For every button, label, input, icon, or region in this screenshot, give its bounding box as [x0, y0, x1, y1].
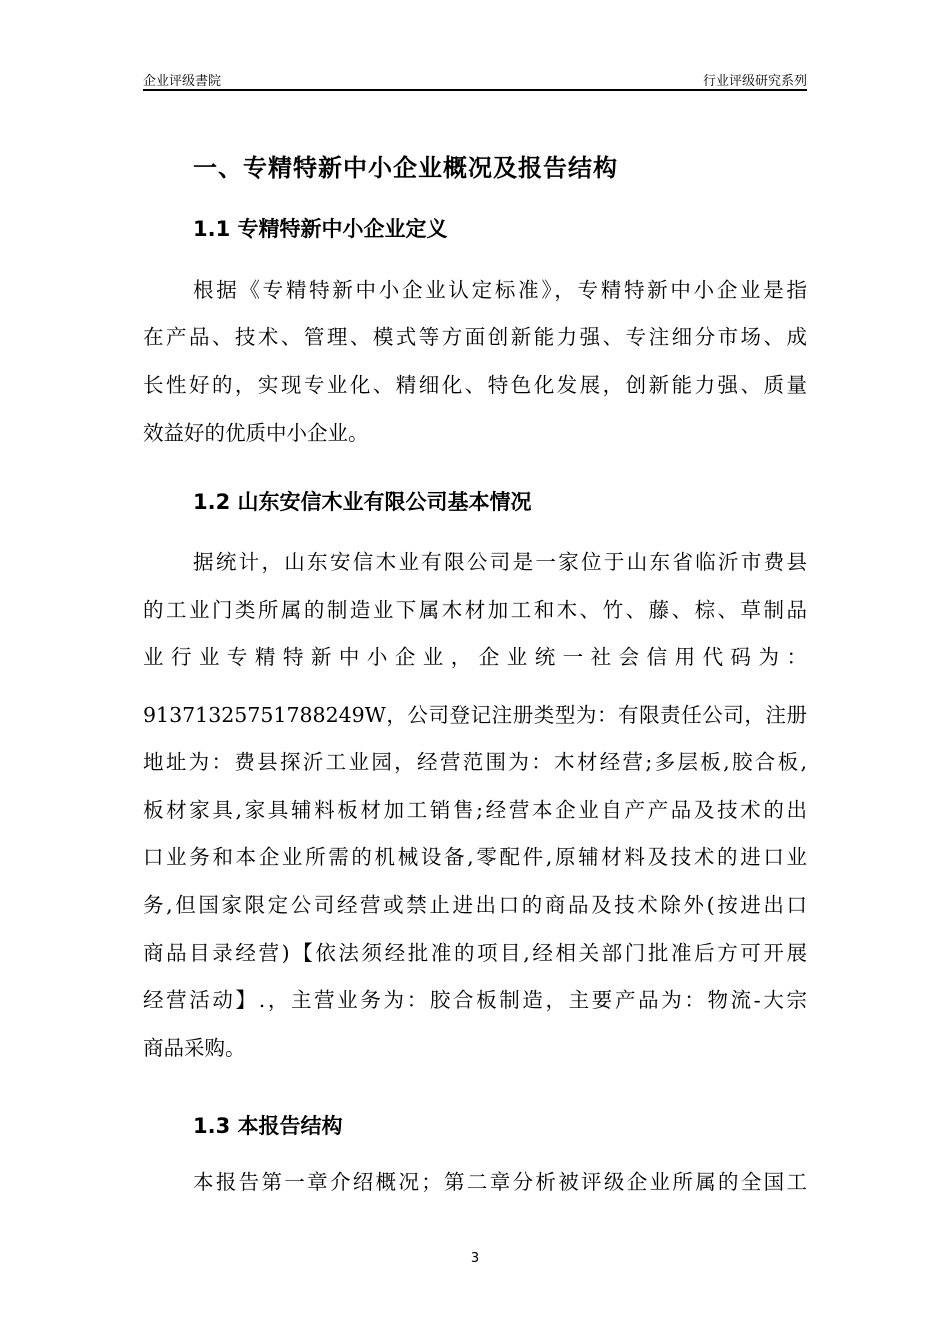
paragraph-line: 务,但国家限定公司经营或禁止进出口的商品及技术除外(按进出口: [143, 893, 807, 917]
paragraph-line: 效益好的优质中小企业。: [143, 421, 369, 445]
paragraph-line: 口业务和本企业所需的机械设备,零配件,原辅材料及技术的进口业: [143, 845, 807, 869]
paragraph-line: 本报告第一章介绍概况；第二章分析被评级企业所属的全国工: [193, 1170, 807, 1194]
page-number: 3: [470, 1251, 480, 1266]
section-title-1-2: 1.2 山东安信木业有限公司基本情况: [193, 490, 532, 514]
header-publisher: 企业评级書院: [143, 74, 222, 89]
paragraph-line: 板材家具,家具辅料板材加工销售;经营本企业自产产品及技术的出: [143, 798, 807, 822]
section-title-1-3: 1.3 本报告结构: [193, 1114, 343, 1138]
header-divider: [143, 89, 807, 91]
chapter-title: 一、专精特新中小企业概况及报告结构: [193, 154, 618, 182]
header-series: 行业评级研究系列: [702, 74, 807, 89]
paragraph-line: 商品采购。: [143, 1036, 246, 1060]
paragraph-line: 据统计，山东安信木业有限公司是一家位于山东省临沂市费县: [193, 550, 807, 574]
page-header: [143, 68, 807, 90]
paragraph-line: 业行业专精特新中小企业，企业统一社会信用代码为：: [143, 645, 807, 669]
section-title-1-1: 1.1 专精特新中小企业定义: [193, 217, 448, 241]
paragraph-line: 地址为：费县探沂工业园，经营范围为：木材经营;多层板,胶合板,: [143, 750, 807, 774]
paragraph-line: 商品目录经营)【依法须经批准的项目,经相关部门批准后方可开展: [143, 941, 807, 965]
paragraph-line: 的工业门类所属的制造业下属木材加工和木、竹、藤、棕、草制品: [143, 598, 807, 622]
paragraph-line: 经营活动】.，主营业务为：胶合板制造，主要产品为：物流-大宗: [143, 988, 807, 1012]
paragraph-line: 在产品、技术、管理、模式等方面创新能力强、专注细分市场、成: [143, 325, 807, 349]
paragraph-line: 91371325751788249W，公司登记注册类型为：有限责任公司，注册: [143, 703, 807, 727]
paragraph-line: 长性好的，实现专业化、精细化、特色化发展，创新能力强、质量: [143, 373, 807, 397]
paragraph-line: 根据《专精特新中小企业认定标准》，专精特新中小企业是指: [193, 278, 807, 302]
